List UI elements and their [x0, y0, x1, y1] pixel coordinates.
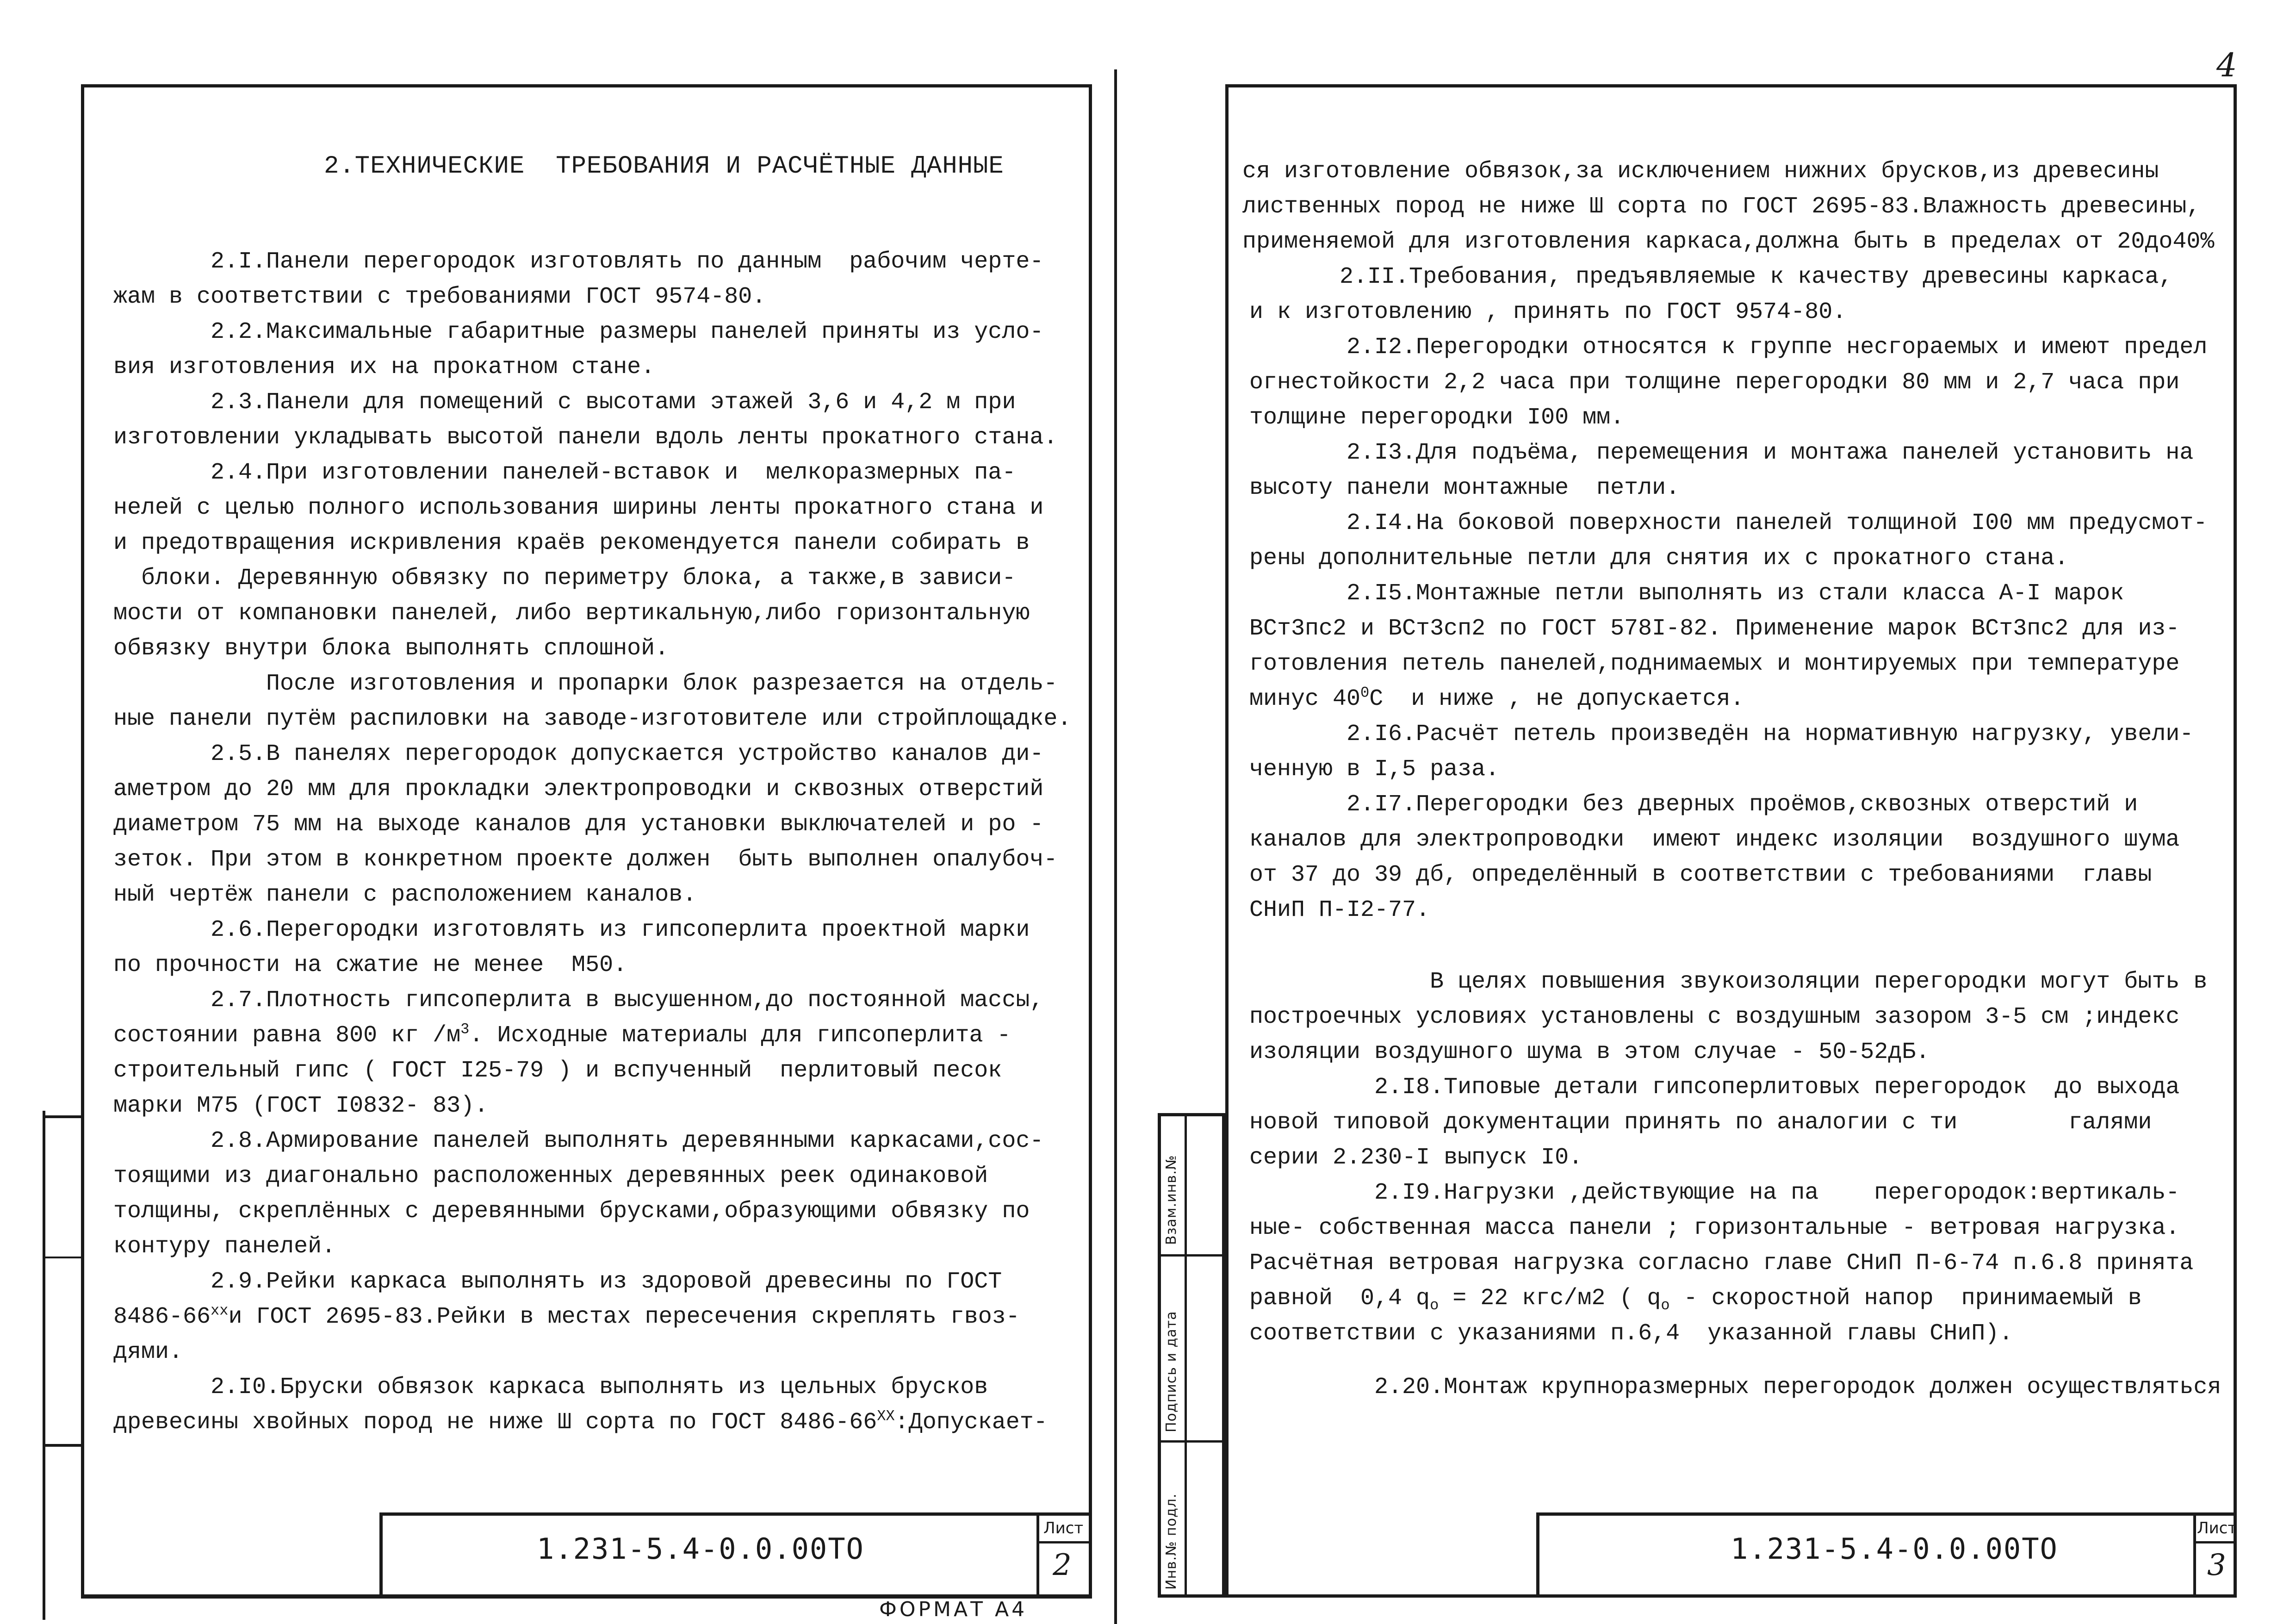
right-line: готовления петель панелей,поднимаемых и монтируемых при температуре: [1249, 651, 2180, 677]
left-binding-tick: [43, 1444, 84, 1447]
left-line: контуру панелей.: [113, 1233, 336, 1260]
left-line: 2.I.Панели перегородок изготовлять по данным рабочим черте-: [113, 249, 1044, 275]
left-line: ные панели путём распиловки на заводе-изготовителе или стройплощадке.: [113, 706, 1072, 732]
right-line: построечных условиях установлены с воздушным зазором 3-5 см ;индекс: [1249, 1004, 2180, 1030]
right-line: рены дополнительные петли для снятия их с прокатного стана.: [1249, 545, 2069, 572]
right-line: лиственных пород не ниже Ш сорта по ГОСТ 2695-83.Влажность древесины,: [1242, 193, 2201, 220]
side-stamp-col: [1185, 1113, 1187, 1598]
left-line: аметром до 20 мм для прокладки электропроводки и сквозных отверстий: [113, 776, 1044, 803]
left-line: жам в соответствии с требованиями ГОСТ 9574-80.: [113, 284, 766, 310]
right-line: толщине перегородки I00 мм.: [1249, 404, 1625, 431]
right-line: В целях повышения звукоизоляции перегородки могут быть в: [1249, 969, 2208, 995]
right-line: от 37 до 39 дб, определённый в соответствии с требованиями главы: [1249, 862, 2152, 888]
right-line: соответствии с указаниями п.6,4 указанной главы СНиП).: [1249, 1320, 2013, 1347]
side-stamp-label: Инв.№ подл.: [1163, 1493, 1179, 1590]
left-line: изготовлении укладывать высотой панели вдоль ленты прокатного стана.: [113, 424, 1058, 451]
left-sheet-number: 2: [1053, 1548, 1072, 1582]
left-line: нелей с целью полного использования ширины ленты прокатного стана и: [113, 495, 1044, 521]
left-line: 2.6.Перегородки изготовлять из гипсоперлита проектной марки: [113, 917, 1030, 943]
right-line: новой типовой документации принять по аналогии с ти галями: [1249, 1109, 2152, 1136]
left-line: 2.I0.Бруски обвязок каркаса выполнять из цельных брусков: [113, 1374, 988, 1400]
left-line: 2.7.Плотность гипсоперлита в высушенном,до постоянной массы,: [113, 987, 1044, 1014]
side-stamp-label: Взам.инв.№: [1163, 1155, 1179, 1245]
format-label: ФОРМАТ А4: [879, 1598, 1028, 1621]
right-stamp-divider-h: [2193, 1541, 2237, 1543]
left-line: 2.3.Панели для помещений с высотами этажей 3,6 и 4,2 м при: [113, 389, 1016, 416]
right-sheet-label: Лист: [2197, 1519, 2237, 1537]
side-stamp-label: Подпись и дата: [1163, 1311, 1179, 1432]
left-line: по прочности на сжатие не менее М50.: [113, 952, 627, 978]
left-line: толщины, скреплённых с деревянными брусками,образующими обвязку по: [113, 1198, 1030, 1225]
right-line: 2.I5.Монтажные петли выполнять из стали класса А-I марок: [1249, 580, 2124, 607]
right-line: 2.I9.Нагрузки ,действующие на па перегородок:вертикаль-: [1249, 1180, 2180, 1206]
left-line: зеток. При этом в конкретном проекте должен быть выполнен опалубоч-: [113, 846, 1058, 873]
left-line: 2.4.При изготовлении панелей-вставок и мелкоразмерных па-: [113, 460, 1016, 486]
right-line: минус $40^0C$ и ниже , не допускается.: [1249, 684, 1744, 712]
left-line: мости от компановки панелей, либо вертикальную,либо горизонтальную: [113, 600, 1030, 627]
left-line: 2.5.В панелях перегородок допускается устройство каналов ди-: [113, 741, 1044, 767]
left-binding-line: [43, 1111, 45, 1620]
right-line: серии 2.230-I выпуск I0.: [1249, 1145, 1583, 1171]
left-line: 2.9.Рейки каркаса выполнять из здоровой древесины по ГОСТ: [113, 1269, 1002, 1295]
right-line: СНиП П-I2-77.: [1249, 897, 1430, 923]
right-document-code: 1.231-5.4-0.0.00ТО: [1731, 1532, 2058, 1566]
center-divider: [1114, 69, 1117, 1624]
right-line: 2.20.Монтаж крупноразмерных перегородок должен осуществляться: [1249, 1374, 2222, 1400]
right-line: ные- собственная масса панели ; горизонтальные - ветровая нагрузка.: [1249, 1215, 2180, 1241]
right-sheet-number: 3: [2207, 1548, 2226, 1582]
left-line: 2.2.Максимальные габаритные размеры панелей приняты из усло-: [113, 319, 1044, 345]
right-line: 2.II.Требования, предъявляемые к качеству древесины каркаса,: [1242, 264, 2173, 290]
left-stamp-divider: [1036, 1512, 1039, 1598]
right-line: 2.I6.Расчёт петель произведён на нормативную нагрузку, увели-: [1249, 721, 2194, 747]
left-line: диаметром 75 мм на выходе каналов для установки выключателей и ро -: [113, 811, 1044, 838]
left-line: и предотвращения искривления краёв рекомендуется панели собирать в: [113, 530, 1030, 556]
left-line: тоящими из диагонально расположенных деревянных реек одинаковой: [113, 1163, 988, 1189]
right-line: Расчётная ветровая нагрузка согласно главе СНиП П-6-74 п.6.8 принята: [1249, 1250, 2194, 1276]
right-line: ся изготовление обвязок,за исключением нижних брусков,из древесины: [1242, 158, 2159, 185]
left-stamp-divider-h: [1036, 1541, 1092, 1543]
left-line: 8486-66$^{xx}$и ГОСТ 2695-83.Рейки в местах пересечения скреплять гвоз-: [113, 1302, 1020, 1330]
left-binding-tick: [43, 1257, 84, 1258]
left-line: ный чертёж панели с расположением каналов.: [113, 882, 697, 908]
left-line: обвязку внутри блока выполнять сплошной.: [113, 635, 669, 662]
left-line: строительный гипс ( ГОСТ I25-79 ) и вспученный перлитовый песок: [113, 1058, 1002, 1084]
left-line: состоянии равна 800 кг $/м^3$. Исходные материалы для гипсоперлита -: [113, 1020, 1011, 1049]
right-line: 2.I8.Типовые детали гипсоперлитовых перегородок до выхода: [1249, 1074, 2180, 1101]
left-line: дями.: [113, 1339, 183, 1365]
right-line: 2.I3.Для подъёма, перемещения и монтажа панелей установить на: [1249, 440, 2194, 466]
right-stamp-divider: [2193, 1512, 2196, 1598]
right-line: высоту панели монтажные петли.: [1249, 475, 1680, 501]
right-line: ченную в I,5 раза.: [1249, 756, 1500, 783]
section-title: 2.ТЕХНИЧЕСКИЕ ТРЕБОВАНИЯ И РАСЧЁТНЫЕ ДАННЫЕ: [324, 152, 1004, 180]
left-line: После изготовления и пропарки блок разрезается на отдель-: [113, 671, 1058, 697]
left-line: вия изготовления их на прокатном стане.: [113, 354, 655, 380]
left-line: древесины хвойных пород не ниже Ш сорта по ГОСТ $8486-66^{XX}:Допускает-$: [113, 1407, 1048, 1436]
left-line: блоки. Деревянную обвязку по периметру блока, а также,в зависи-: [113, 565, 1016, 591]
left-binding-tick: [43, 1115, 84, 1118]
right-line: 2.I4.На боковой поверхности панелей толщиной I00 мм предусмот-: [1249, 510, 2208, 536]
corner-page-mark: 4: [2216, 46, 2237, 84]
right-line: огнестойкости 2,2 часа при толщине перегородки 80 мм и 2,7 часа при: [1249, 369, 2180, 396]
right-line: 2.I7.Перегородки без дверных проёмов,сквозных отверстий и: [1249, 791, 2138, 818]
right-line: и к изготовлению , принять по ГОСТ 9574-80.: [1249, 299, 1847, 325]
side-stamp-row: [1158, 1254, 1225, 1257]
left-line: марки М75 (ГОСТ I0832- 83).: [113, 1093, 489, 1119]
right-line: равной 0,4 $q_o = 22$ кгс/м2 ( $q_o$ - скоростной напор принимаемый в: [1249, 1285, 2142, 1314]
right-line: 2.I2.Перегородки относятся к группе несгораемых и имеют предел: [1249, 334, 2208, 361]
left-document-code: 1.231-5.4-0.0.00ТО: [537, 1532, 864, 1566]
side-stamp-row: [1158, 1440, 1225, 1443]
right-line: каналов для электропроводки имеют индекс изоляции воздушного шума: [1249, 827, 2180, 853]
right-line: применяемой для изготовления каркаса,должна быть в пределах от 20до40%: [1242, 229, 2215, 255]
left-sheet-label: Лист: [1043, 1519, 1084, 1537]
right-line: ВСт3пс2 и ВСт3сп2 по ГОСТ 578I-82. Применение марок ВСт3пс2 для из-: [1249, 616, 2180, 642]
right-line: изоляции воздушного шума в этом случае - 50-52дБ.: [1249, 1039, 1930, 1065]
left-line: 2.8.Армирование панелей выполнять деревянными каркасами,сос-: [113, 1128, 1044, 1154]
